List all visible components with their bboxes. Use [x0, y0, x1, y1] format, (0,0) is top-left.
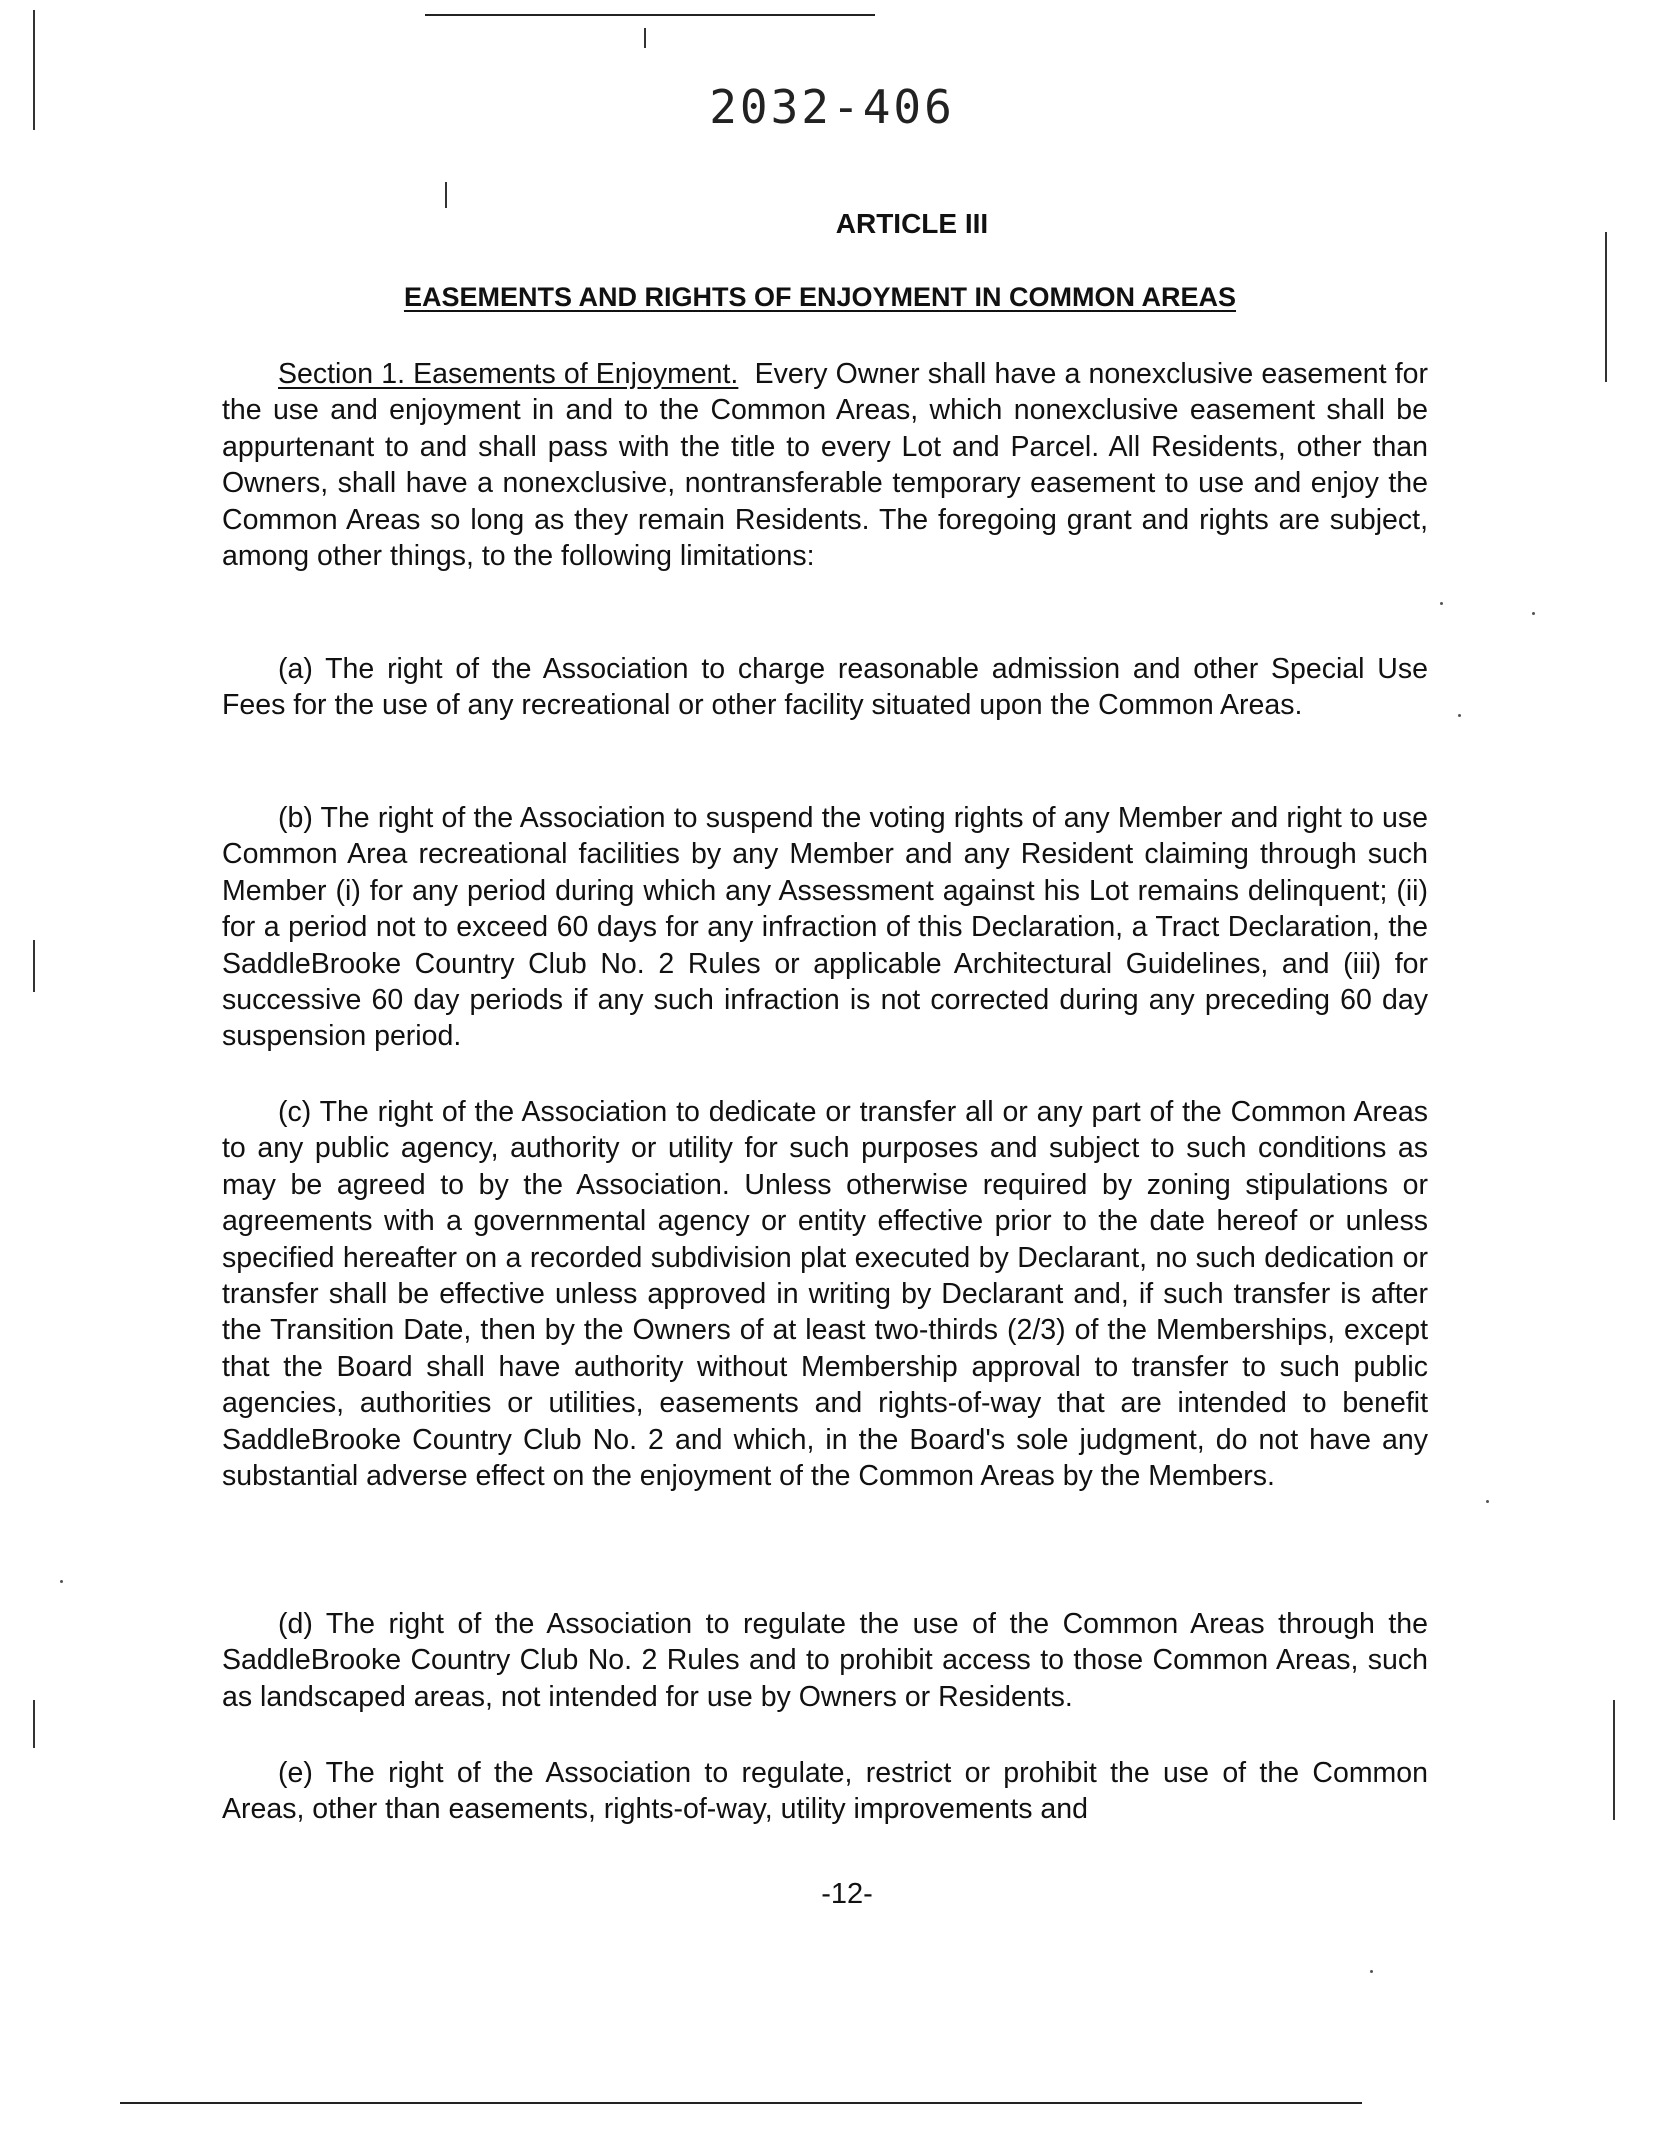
limitation-item-c [222, 1094, 1428, 1494]
section-1-paragraph [222, 356, 1428, 574]
record-number: 2032-406 [709, 80, 955, 134]
margin-mark [33, 1700, 35, 1748]
item-text: (e) The right of the Association to regulate, restrict or prohibit the use of the Common Areas, other than easements, rights-of-way, utility improvements and [222, 1757, 1428, 1826]
scan-speck [1370, 1970, 1373, 1973]
scan-speck [1440, 602, 1443, 605]
margin-mark [445, 182, 447, 208]
limitation-item-b [222, 800, 1428, 1055]
article-title: ARTICLE III [835, 208, 989, 239]
limitation-item-d [222, 1606, 1428, 1715]
article-heading: EASEMENTS AND RIGHTS OF ENJOYMENT IN COMMON AREAS [403, 282, 1237, 312]
scan-speck [1532, 612, 1535, 615]
margin-mark [1613, 1700, 1615, 1820]
scan-speck [1486, 1500, 1489, 1503]
scan-speck [1458, 714, 1461, 717]
item-text: (d) The right of the Association to regulate the use of the Common Areas through the SaddleBrooke Country Club No. 2 Rules and to prohibit access to those Common Areas, such as landscaped areas, not intended for use by Owners or Residents. [222, 1608, 1428, 1713]
item-text: (b) The right of the Association to suspend the voting rights of any Member and right to use Common Area recreational facilities by any Member and any Resident claiming through such Member (i) for any period during which any Assessment against his Lot remains delinquent; (ii) for a period not to exceed 60 days for any infraction of this Declaration, a Tract Declaration, the SaddleBrooke Country Club No. 2 Rules or applicable Architectural Guidelines, and (iii) for successive 60 day periods if any such infraction is not corrected during any preceding 60 day suspension period. [222, 802, 1428, 1053]
section-label: Section 1. Easements of Enjoyment. [278, 358, 739, 390]
top-rule [425, 14, 875, 16]
page-number: -12- [821, 1878, 873, 1910]
margin-mark [644, 28, 646, 48]
scan-speck [60, 1580, 63, 1583]
limitation-item-a [222, 651, 1428, 724]
margin-mark [33, 940, 35, 992]
item-text: (c) The right of the Association to dedicate or transfer all or any part of the Common Areas to any public agency, authority or utility for such purposes and subject to such conditions as may be agreed to by the Association. Unless otherwise required by zoning stipulations or agreements with a governmental agency or entity effective prior to the date hereof or unless specified hereafter on a recorded subdivision plat executed by Declarant, no such dedication or transfer shall be effective unless approved in writing by Declarant and, if such transfer is after the Transition Date, then by the Owners of at least two-thirds (2/3) of the Memberships, except that the Board shall have authority without Membership approval to transfer to such public agencies, authorities or utilities, easements and rights-of-way that are intended to benefit SaddleBrooke Country Club No. 2 and which, in the Board's sole judgment, do not have any substantial adverse effect on the enjoyment of the Common Areas by the Members. [222, 1096, 1428, 1493]
section-text: Every Owner shall have a nonexclusive easement for the use and enjoyment in and to the Common Areas, which nonexclusive easement shall be appurtenant to and shall pass with the title to every Lot and Parcel. All Residents, other than Owners, shall have a nonexclusive, nontransferable temporary easement to use and enjoy the Common Areas so long as they remain Residents. The foregoing grant and rights are subject, among other things, to the following limitations: [222, 358, 1428, 573]
limitation-item-e [222, 1755, 1428, 1828]
item-text: (a) The right of the Association to charge reasonable admission and other Special Use Fees for the use of any recreational or other facility situated upon the Common Areas. [222, 653, 1428, 722]
bottom-rule [120, 2102, 1362, 2104]
margin-mark [1605, 232, 1607, 382]
